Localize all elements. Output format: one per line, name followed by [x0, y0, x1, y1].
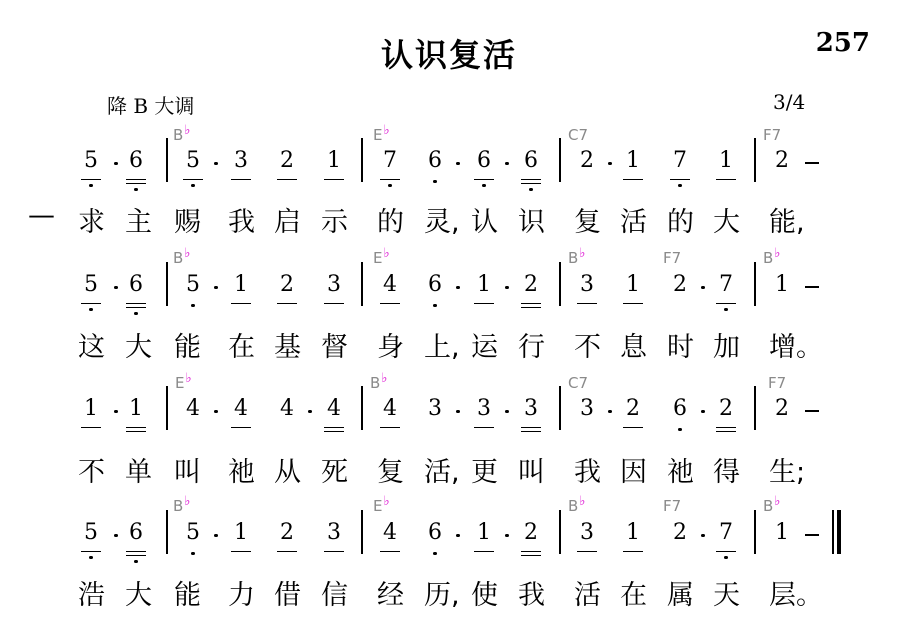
beat-underline [126, 551, 146, 552]
octave-dot [89, 556, 92, 559]
beat-underline [324, 303, 344, 304]
beat-underline [474, 427, 494, 428]
note: 2 [280, 272, 294, 297]
barline [559, 138, 561, 182]
beat-underline [231, 179, 251, 180]
lyric-syllable: 时 [667, 332, 694, 363]
chord-symbol: B♭ [763, 246, 781, 267]
note: 1 [477, 272, 491, 297]
chord-symbol: F7 [763, 126, 782, 144]
chord-symbol: B♭ [173, 494, 191, 515]
lyric-syllable: 灵, [424, 207, 460, 238]
note: 7 [673, 148, 687, 173]
lyric-syllable: 属 [667, 580, 694, 611]
note: 1 [327, 148, 341, 173]
octave-dot [529, 188, 532, 191]
lyric-syllable: 祂 [667, 457, 694, 488]
note: 3 [580, 272, 594, 297]
lyric-syllable: 主 [125, 207, 152, 238]
lyric-syllable: 经 [377, 580, 404, 611]
note: 1 [234, 272, 248, 297]
chord-symbol: B♭ [568, 494, 586, 515]
octave-dot [482, 184, 485, 187]
beat-underline [521, 555, 541, 556]
lyric-syllable: 使 [471, 580, 498, 611]
barline [166, 510, 168, 554]
lyric-syllable: 认 [471, 207, 498, 238]
barline [754, 262, 756, 306]
rhythm-dot [505, 410, 508, 413]
note: 6 [524, 148, 538, 173]
rhythm-dot [214, 286, 217, 289]
lyric-syllable: 活 [620, 207, 647, 238]
note: 1 [84, 396, 98, 421]
octave-dot [678, 184, 681, 187]
final-barline-thin [832, 510, 834, 554]
barline [754, 138, 756, 182]
octave-dot [134, 188, 137, 191]
note: 2 [280, 148, 294, 173]
lyric-syllable: 基 [274, 332, 301, 363]
lyric-syllable: 我 [574, 457, 601, 488]
beat-underline [126, 183, 146, 184]
note: 3 [477, 396, 491, 421]
note: 4 [234, 396, 248, 421]
rhythm-dot [456, 162, 459, 165]
rhythm-dot [114, 286, 117, 289]
lyric-continuation-dash: — [28, 200, 55, 231]
chord-symbol: C7 [568, 374, 589, 392]
rhythm-dot [456, 534, 459, 537]
note: 2 [280, 520, 294, 545]
note: 6 [129, 148, 143, 173]
octave-dot [724, 308, 727, 311]
note: 3 [327, 520, 341, 545]
lyric-syllable: 力 [228, 580, 255, 611]
beat-underline [324, 179, 344, 180]
note: 3 [580, 520, 594, 545]
note: 4 [383, 520, 397, 545]
lyric-syllable: 息 [620, 332, 647, 363]
rhythm-dot [456, 286, 459, 289]
lyric-syllable: 运 [471, 332, 498, 363]
note: 5 [84, 272, 98, 297]
note: 6 [129, 520, 143, 545]
chord-symbol: E♭ [175, 371, 192, 392]
chord-symbol: C7 [568, 126, 589, 144]
lyric-syllable: 在 [620, 580, 647, 611]
beat-underline [474, 179, 494, 180]
note: 6 [428, 520, 442, 545]
chord-symbol: F7 [663, 249, 682, 267]
dash [805, 162, 819, 164]
note: 1 [775, 520, 789, 545]
barline [559, 262, 561, 306]
lyric-syllable: 督 [321, 332, 348, 363]
beat-underline [521, 179, 541, 180]
beat-underline [324, 551, 344, 552]
note: 6 [477, 148, 491, 173]
beat-underline [277, 551, 297, 552]
lyric-syllable: 祂 [228, 457, 255, 488]
beat-underline [277, 179, 297, 180]
rhythm-dot [505, 534, 508, 537]
octave-dot [433, 304, 436, 307]
note: 5 [84, 520, 98, 545]
rhythm-dot [701, 286, 704, 289]
note: 6 [428, 148, 442, 173]
note: 2 [524, 520, 538, 545]
lyric-syllable: 识 [518, 207, 545, 238]
note: 1 [234, 520, 248, 545]
note: 5 [186, 148, 200, 173]
chord-symbol: F7 [663, 497, 682, 515]
barline [754, 386, 756, 430]
beat-underline [380, 427, 400, 428]
rhythm-dot [114, 162, 117, 165]
barline [166, 262, 168, 306]
lyric-syllable: 赐 [174, 207, 201, 238]
chord-symbol: B♭ [173, 123, 191, 144]
note: 3 [428, 396, 442, 421]
barline [361, 138, 363, 182]
note: 3 [524, 396, 538, 421]
beat-underline [126, 179, 146, 180]
lyric-syllable: 大 [125, 580, 152, 611]
note: 3 [234, 148, 248, 173]
rhythm-dot [608, 410, 611, 413]
rhythm-dot [505, 162, 508, 165]
lyric-syllable: 的 [667, 207, 694, 238]
key-signature: 降 B 大调 [107, 94, 195, 118]
lyric-syllable: 更 [471, 457, 498, 488]
beat-underline [126, 303, 146, 304]
chord-symbol: B♭ [568, 246, 586, 267]
chord-symbol: B♭ [763, 494, 781, 515]
beat-underline [716, 179, 736, 180]
octave-dot [433, 552, 436, 555]
lyric-syllable: 活 [574, 580, 601, 611]
barline [559, 510, 561, 554]
note: 3 [327, 272, 341, 297]
beat-underline [380, 551, 400, 552]
lyric-syllable: 单 [125, 457, 152, 488]
lyric-syllable: 从 [274, 457, 301, 488]
note: 2 [524, 272, 538, 297]
lyric-syllable: 增。 [769, 332, 823, 363]
octave-dot [433, 180, 436, 183]
beat-underline [623, 303, 643, 304]
lyric-syllable: 层。 [769, 580, 823, 611]
octave-dot [134, 312, 137, 315]
lyric-syllable: 因 [620, 457, 647, 488]
octave-dot [388, 184, 391, 187]
beat-underline [380, 179, 400, 180]
chord-symbol: F7 [768, 374, 787, 392]
note: 2 [775, 148, 789, 173]
lyric-syllable: 能 [174, 332, 201, 363]
barline [754, 510, 756, 554]
note: 2 [719, 396, 733, 421]
barline [361, 262, 363, 306]
beat-underline [126, 307, 146, 308]
note: 2 [775, 396, 789, 421]
rhythm-dot [214, 162, 217, 165]
lyric-syllable: 信 [321, 580, 348, 611]
barline [361, 510, 363, 554]
beat-underline [716, 427, 736, 428]
lyric-syllable: 不 [78, 457, 105, 488]
hymn-title: 认识复活 [380, 36, 517, 74]
beat-underline [126, 555, 146, 556]
lyric-syllable: 求 [78, 207, 105, 238]
barline [559, 386, 561, 430]
note: 2 [673, 520, 687, 545]
octave-dot [89, 184, 92, 187]
lyric-syllable: 复 [377, 457, 404, 488]
beat-underline [716, 303, 736, 304]
beat-underline [521, 307, 541, 308]
note: 4 [186, 396, 200, 421]
lyric-syllable: 复 [574, 207, 601, 238]
beat-underline [521, 427, 541, 428]
lyric-syllable: 借 [274, 580, 301, 611]
rhythm-dot [214, 534, 217, 537]
beat-underline [577, 303, 597, 304]
note: 1 [626, 148, 640, 173]
beat-underline [521, 551, 541, 552]
rhythm-dot [456, 410, 459, 413]
barline [166, 138, 168, 182]
dash [805, 286, 819, 288]
note: 4 [327, 396, 341, 421]
barline [166, 386, 168, 430]
beat-underline [577, 551, 597, 552]
lyric-syllable: 在 [228, 332, 255, 363]
note: 1 [626, 272, 640, 297]
note: 6 [673, 396, 687, 421]
beat-underline [474, 303, 494, 304]
note: 5 [186, 520, 200, 545]
lyric-syllable: 浩 [78, 580, 105, 611]
note: 4 [383, 272, 397, 297]
chord-symbol: E♭ [373, 123, 390, 144]
note: 1 [719, 148, 733, 173]
rhythm-dot [505, 286, 508, 289]
note: 4 [383, 396, 397, 421]
beat-underline [277, 303, 297, 304]
beat-underline [324, 427, 344, 428]
chord-symbol: E♭ [373, 246, 390, 267]
lyric-syllable: 历, [424, 580, 460, 611]
rhythm-dot [701, 410, 704, 413]
final-barline-thick [837, 510, 841, 554]
octave-dot [724, 556, 727, 559]
note: 1 [775, 272, 789, 297]
note: 7 [719, 272, 733, 297]
lyric-syllable: 启 [274, 207, 301, 238]
lyric-syllable: 能, [769, 207, 805, 238]
note: 1 [129, 396, 143, 421]
beat-underline [521, 303, 541, 304]
lyric-syllable: 叫 [518, 457, 545, 488]
lyric-syllable: 得 [713, 457, 740, 488]
beat-underline [231, 551, 251, 552]
beat-underline [126, 431, 146, 432]
beat-underline [521, 183, 541, 184]
octave-dot [678, 428, 681, 431]
lyric-syllable: 叫 [174, 457, 201, 488]
note: 7 [719, 520, 733, 545]
beat-underline [670, 179, 690, 180]
beat-underline [623, 551, 643, 552]
lyric-syllable: 不 [574, 332, 601, 363]
beat-underline [521, 431, 541, 432]
note: 1 [626, 520, 640, 545]
chord-symbol: B♭ [370, 371, 388, 392]
octave-dot [191, 304, 194, 307]
barline [361, 386, 363, 430]
time-signature: 3/4 [773, 90, 806, 114]
note: 1 [477, 520, 491, 545]
lyric-syllable: 生; [769, 457, 806, 488]
beat-underline [81, 179, 101, 180]
beat-underline [380, 303, 400, 304]
lyric-syllable: 示 [321, 207, 348, 238]
rhythm-dot [308, 410, 311, 413]
note: 4 [280, 396, 294, 421]
beat-underline [324, 431, 344, 432]
rhythm-dot [214, 410, 217, 413]
beat-underline [81, 551, 101, 552]
note: 2 [580, 148, 594, 173]
lyric-syllable: 的 [377, 207, 404, 238]
lyric-syllable: 能 [174, 580, 201, 611]
dash [805, 410, 819, 412]
beat-underline [623, 427, 643, 428]
lyric-syllable: 大 [713, 207, 740, 238]
chord-symbol: B♭ [173, 246, 191, 267]
lyric-syllable: 天 [713, 580, 740, 611]
note: 5 [84, 148, 98, 173]
lyric-syllable: 我 [518, 580, 545, 611]
beat-underline [716, 431, 736, 432]
beat-underline [474, 551, 494, 552]
dash [805, 534, 819, 536]
lyric-syllable: 加 [713, 332, 740, 363]
note: 7 [383, 148, 397, 173]
octave-dot [191, 184, 194, 187]
lyric-syllable: 这 [78, 332, 105, 363]
beat-underline [623, 179, 643, 180]
lyric-syllable: 大 [125, 332, 152, 363]
hymn-number: 257 [815, 28, 870, 58]
rhythm-dot [114, 410, 117, 413]
lyric-syllable: 身 [377, 332, 404, 363]
beat-underline [231, 303, 251, 304]
note: 6 [129, 272, 143, 297]
beat-underline [716, 551, 736, 552]
rhythm-dot [114, 534, 117, 537]
note: 3 [580, 396, 594, 421]
octave-dot [191, 552, 194, 555]
octave-dot [89, 308, 92, 311]
beat-underline [81, 427, 101, 428]
lyric-syllable: 行 [518, 332, 545, 363]
lyric-syllable: 死 [321, 457, 348, 488]
note: 2 [673, 272, 687, 297]
note: 5 [186, 272, 200, 297]
rhythm-dot [701, 534, 704, 537]
note: 2 [626, 396, 640, 421]
beat-underline [183, 179, 203, 180]
beat-underline [126, 427, 146, 428]
beat-underline [81, 303, 101, 304]
octave-dot [134, 560, 137, 563]
lyric-syllable: 活, [424, 457, 460, 488]
chord-symbol: E♭ [373, 494, 390, 515]
note: 6 [428, 272, 442, 297]
lyric-syllable: 我 [228, 207, 255, 238]
rhythm-dot [608, 162, 611, 165]
lyric-syllable: 上, [424, 332, 460, 363]
beat-underline [231, 427, 251, 428]
